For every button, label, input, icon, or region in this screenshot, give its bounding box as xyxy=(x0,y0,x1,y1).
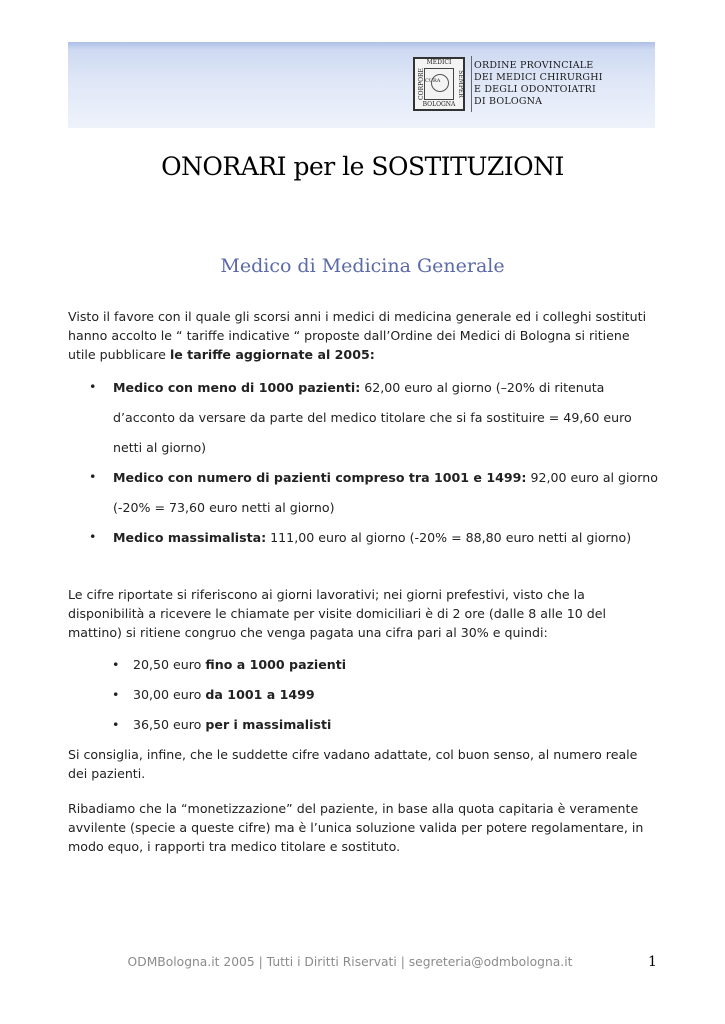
advice-paragraph: Si consiglia, infine, che le suddette cifre vadano adattate, col buon senso, al numero reale dei pazienti. xyxy=(68,747,638,781)
header-divider xyxy=(471,56,472,112)
page-subtitle: Medico di Medicina Generale xyxy=(220,255,505,277)
logo-text-top: MEDICI xyxy=(426,59,452,66)
logo-text-center: CURA xyxy=(425,78,441,84)
holiday-paragraph: Le cifre riportate si riferiscono ai giorni lavorativi; nei giorni prefestivi, visto che la disponibilità a ricevere le chiamate per visite domiciliari è di 2 ore (dalle 8 alle 10 del mattino) si ritiene congruo che venga pagata una cifra pari al 30% e quindi: xyxy=(68,587,607,640)
list-item-text xyxy=(133,717,633,732)
list-item-detail: 36,50 euro xyxy=(133,717,206,732)
order-name-line: E DEGLI ODONTOIATRI xyxy=(474,84,596,95)
list-item-detail: 30,00 euro xyxy=(133,687,206,702)
footer-separator: | xyxy=(254,955,267,969)
list-item-text xyxy=(113,463,658,523)
list-item-bold: per i massimalisti xyxy=(205,717,332,732)
footer-separator: | xyxy=(396,955,409,969)
bullet-icon: • xyxy=(112,657,120,672)
footer-email: segreteria@odmbologna.it xyxy=(408,955,573,969)
list-item-bold: Medico massimalista: xyxy=(113,530,267,545)
page-title: ONORARI per le SOSTITUZIONI xyxy=(161,152,564,181)
order-name-line: DEI MEDICI CHIRURGHI xyxy=(474,72,603,83)
bullet-icon: • xyxy=(112,687,120,702)
list-item-detail: 20,50 euro xyxy=(133,657,206,672)
closing-paragraph: Ribadiamo che la “monetizzazione” del paziente, in base alla quota capitaria è veramente avvilente (specie a queste cifre) ma è l’unica soluzione valida per potere regolamentare, in modo equo, i rapporti tra medico titolare e sostituto. xyxy=(68,801,644,854)
page-number: 1 xyxy=(648,954,657,970)
list-item-text xyxy=(133,657,633,672)
list-item-text xyxy=(113,373,658,463)
logo-text-left: CORPORE xyxy=(417,68,425,100)
logo-text-right: SEMPER xyxy=(457,70,465,98)
bullet-icon: • xyxy=(89,379,97,394)
logo-text-bottom: BOLOGNA xyxy=(422,101,456,108)
intro-text: Visto il favore con il quale gli scorsi anni i medici di medicina generale ed i colleghi sostituti hanno accolto le “ tariffe indicative “ proposte dall’Ordine dei Medici di Bologna si ritiene utile pubblicare xyxy=(68,309,647,362)
intro-bold: le tariffe aggiornate al 2005: xyxy=(169,347,375,362)
list-item-text xyxy=(113,523,658,553)
order-name-line: DI BOLOGNA xyxy=(474,96,543,107)
intro-paragraph xyxy=(68,307,658,364)
order-name-line: ORDINE PROVINCIALE xyxy=(474,60,594,71)
list-item-detail: 92,00 euro al giorno (-20% = 73,60 euro netti al giorno) xyxy=(113,470,658,515)
bullet-icon: • xyxy=(89,529,97,544)
list-item-bold: fino a 1000 pazienti xyxy=(205,657,347,672)
footer-rights: Tutti i Diritti Riservati xyxy=(266,955,397,969)
bullet-icon: • xyxy=(89,469,97,484)
footer-site: ODMBologna.it 2005 xyxy=(127,955,255,969)
list-item-bold: Medico con meno di 1000 pazienti: xyxy=(113,380,361,395)
bullet-icon: • xyxy=(112,717,120,732)
list-item-text xyxy=(133,687,633,702)
footer xyxy=(0,955,700,969)
list-item-detail: 111,00 euro al giorno (-20% = 88,80 euro netti al giorno) xyxy=(266,530,632,545)
list-item-detail: 62,00 euro al giorno (–20% di ritenuta d’acconto da versare da parte del medico titolare che si fa sostituire = 49,60 euro netti al giorno) xyxy=(113,380,632,455)
list-item-bold: da 1001 a 1499 xyxy=(205,687,315,702)
order-name xyxy=(474,60,603,108)
list-item-bold: Medico con numero di pazienti compreso tra 1001 e 1499: xyxy=(113,470,527,485)
order-logo xyxy=(413,57,465,111)
